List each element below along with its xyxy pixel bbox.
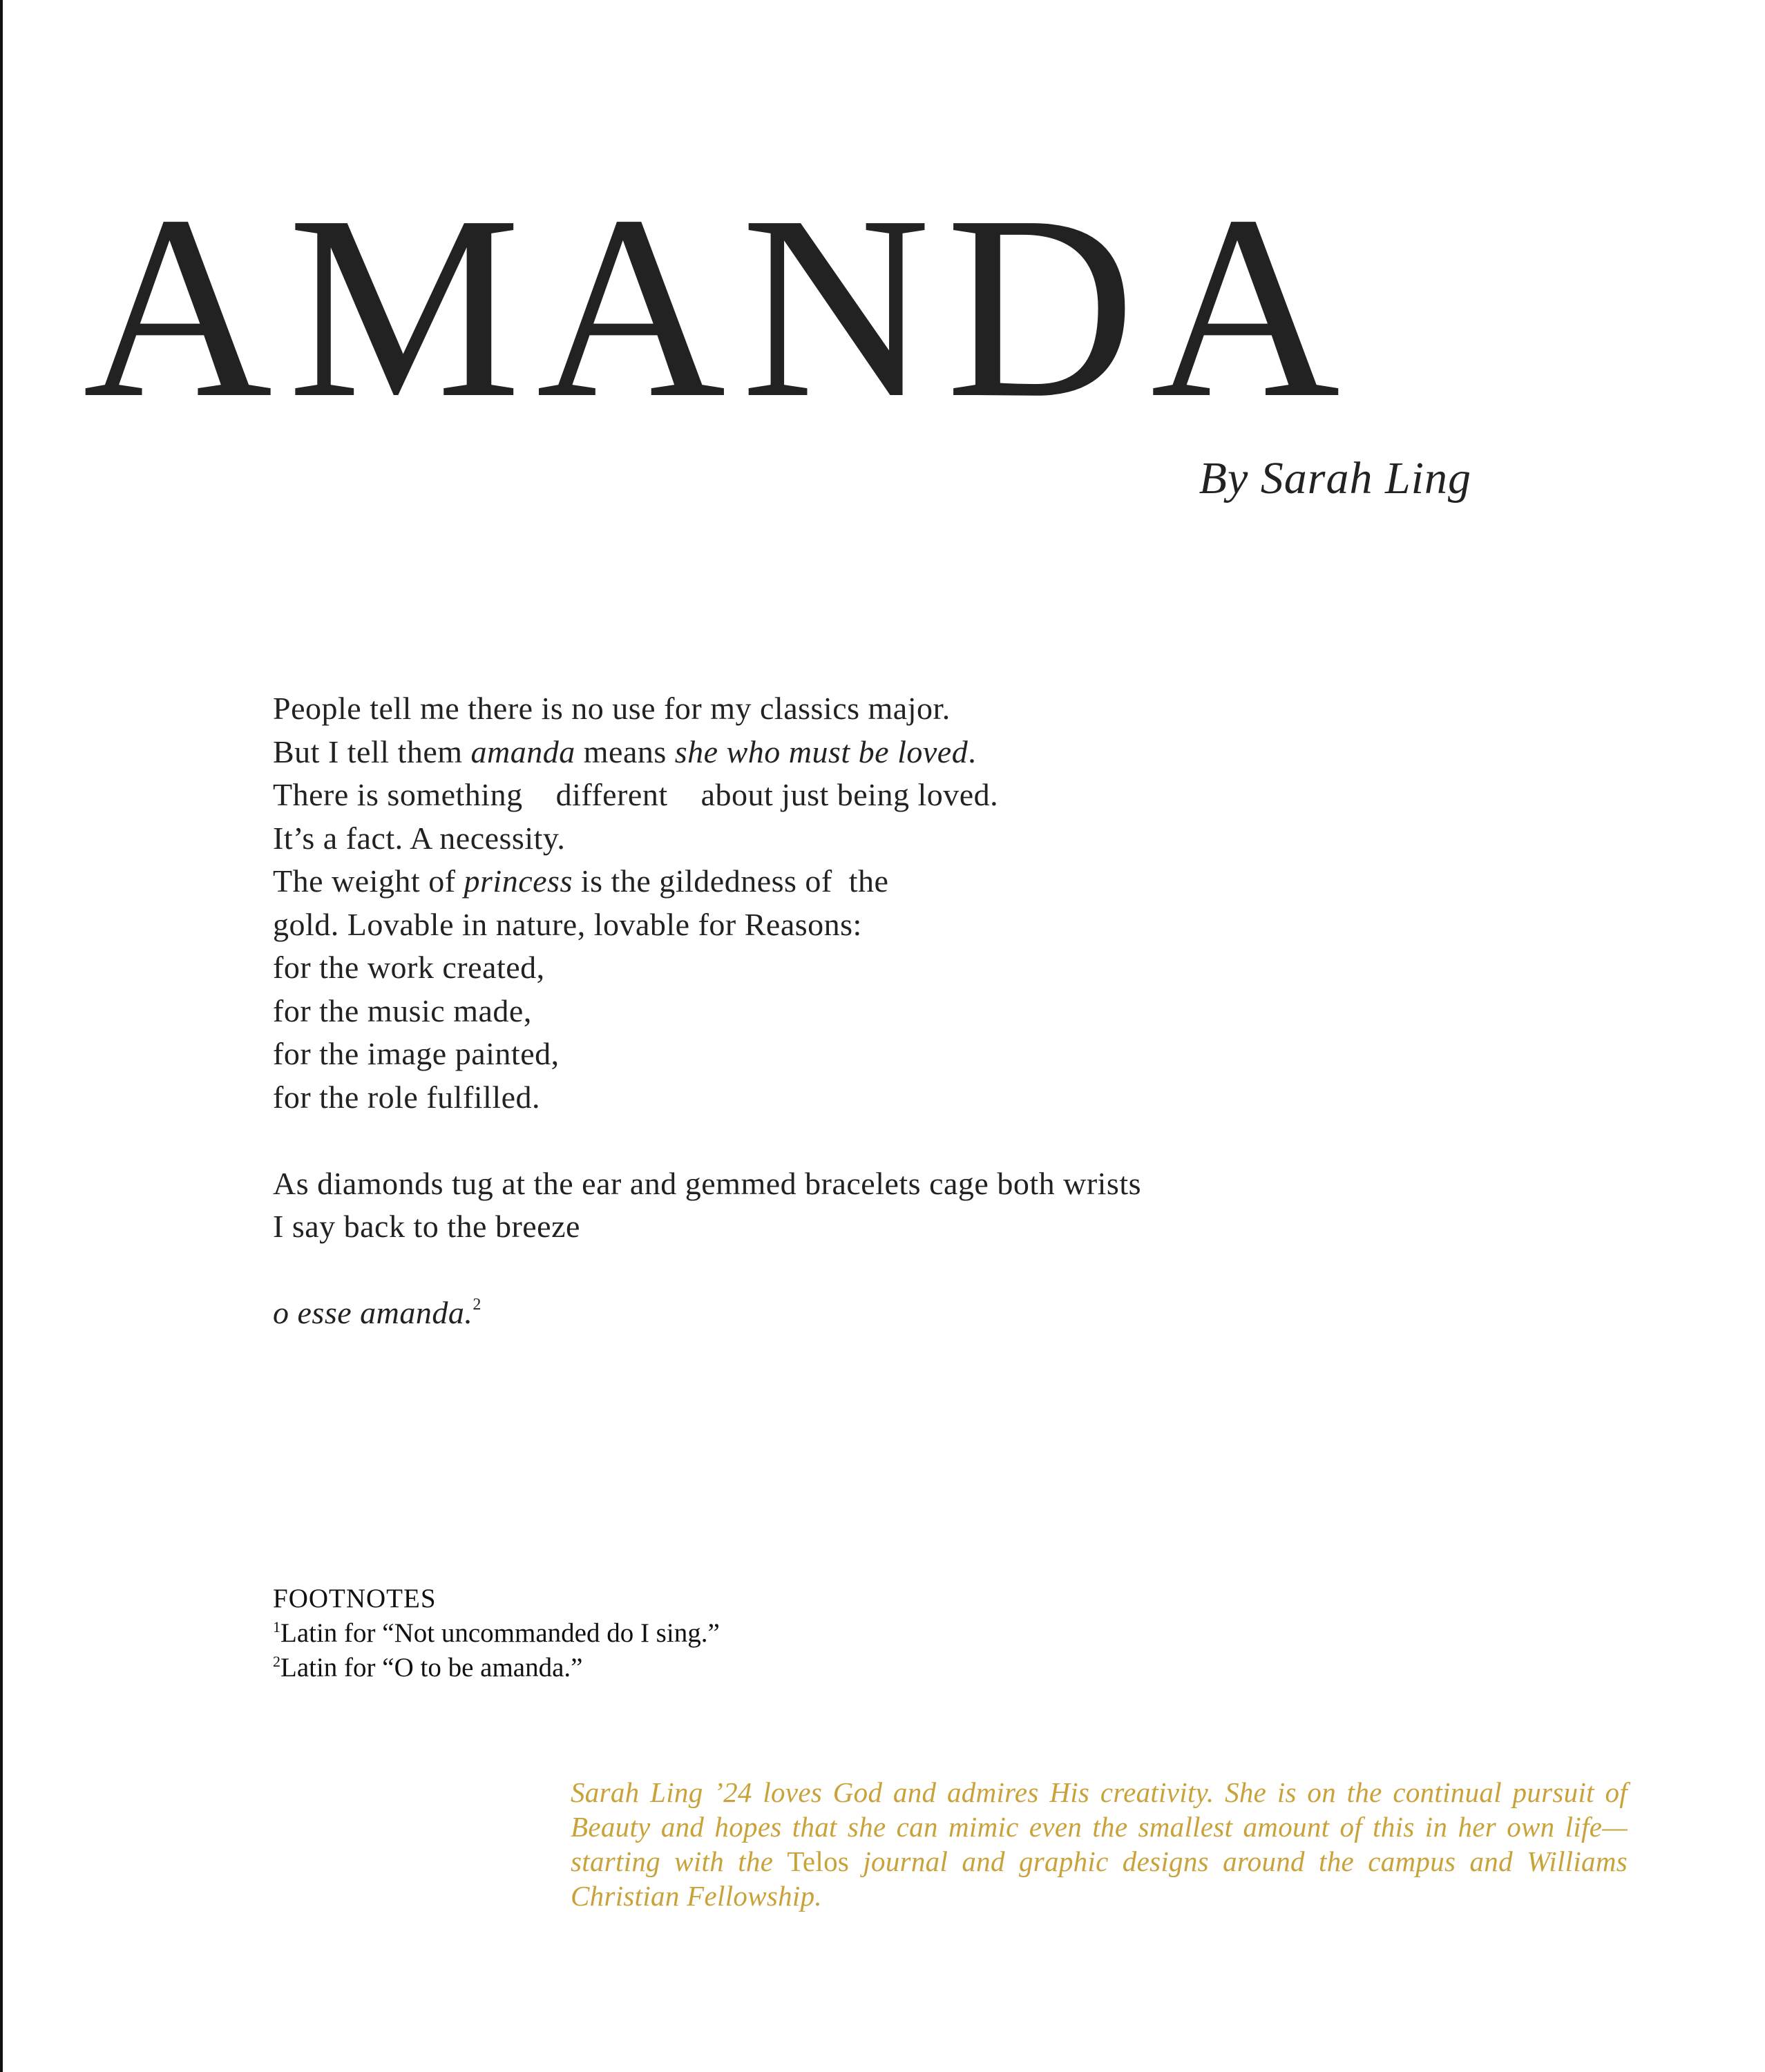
author-bio: Sarah Ling ’24 loves God and admires His creativity. She is on the continual pursuit of Beauty and hopes that she can mimic even the smallest amount of this in her own life—starting with the Telos journal and graphic designs around the campus and Williams Christian Fellowship. <box>571 1776 1628 1912</box>
poem-line: I say back to the breeze <box>273 1209 580 1244</box>
poem-line: The weight of princess is the gildedness of the <box>273 863 889 899</box>
stanza-break <box>273 1119 1447 1162</box>
footnotes-heading: FOOTNOTES <box>273 1584 437 1613</box>
footnote-item: $^1$Latin for “Not uncommanded do I sing.” <box>273 1618 720 1648</box>
footnotes <box>273 1582 1240 1685</box>
poem-line: for the image painted, <box>273 1036 560 1071</box>
poem-closing-text: o esse amanda. <box>273 1295 473 1330</box>
poem-italic-phrase: she who must be loved <box>674 733 969 769</box>
footnote-item: $^2$Latin for “O to be amanda.” <box>273 1653 583 1682</box>
poem-title: AMANDA <box>83 162 1355 452</box>
poem-line: gold. Lovable in nature, lovable for Reasons: <box>273 906 862 942</box>
poem-line: for the work created, <box>273 950 545 985</box>
poem-closing-line <box>273 1292 1447 1335</box>
page-edge-rule <box>0 0 3 2072</box>
poem-line: But I tell them amanda means she who must be loved. <box>273 733 977 769</box>
footnote-number: 1 <box>273 1618 280 1635</box>
poem-italic-word: amanda <box>470 733 575 769</box>
poem-line: for the role fulfilled. <box>273 1079 541 1115</box>
byline: By Sarah Ling <box>1199 453 1471 503</box>
footnote-marker: 2 <box>473 1296 481 1314</box>
poem-italic-word: princess <box>464 863 573 899</box>
stanza-break <box>273 1249 1447 1292</box>
poem-line: As diamonds tug at the ear and gemmed bracelets cage both wrists <box>273 1165 1142 1201</box>
poem-line: It’s a fact. A necessity. <box>273 820 566 856</box>
poem-line: There is something different about just being loved. <box>273 777 999 812</box>
publication-name: Telos <box>787 1845 850 1877</box>
footnote-number: 2 <box>273 1653 280 1670</box>
poem-line: for the music made, <box>273 992 532 1028</box>
poem-body <box>273 687 1447 1335</box>
poem-line: People tell me there is no use for my classics major. <box>273 691 951 726</box>
